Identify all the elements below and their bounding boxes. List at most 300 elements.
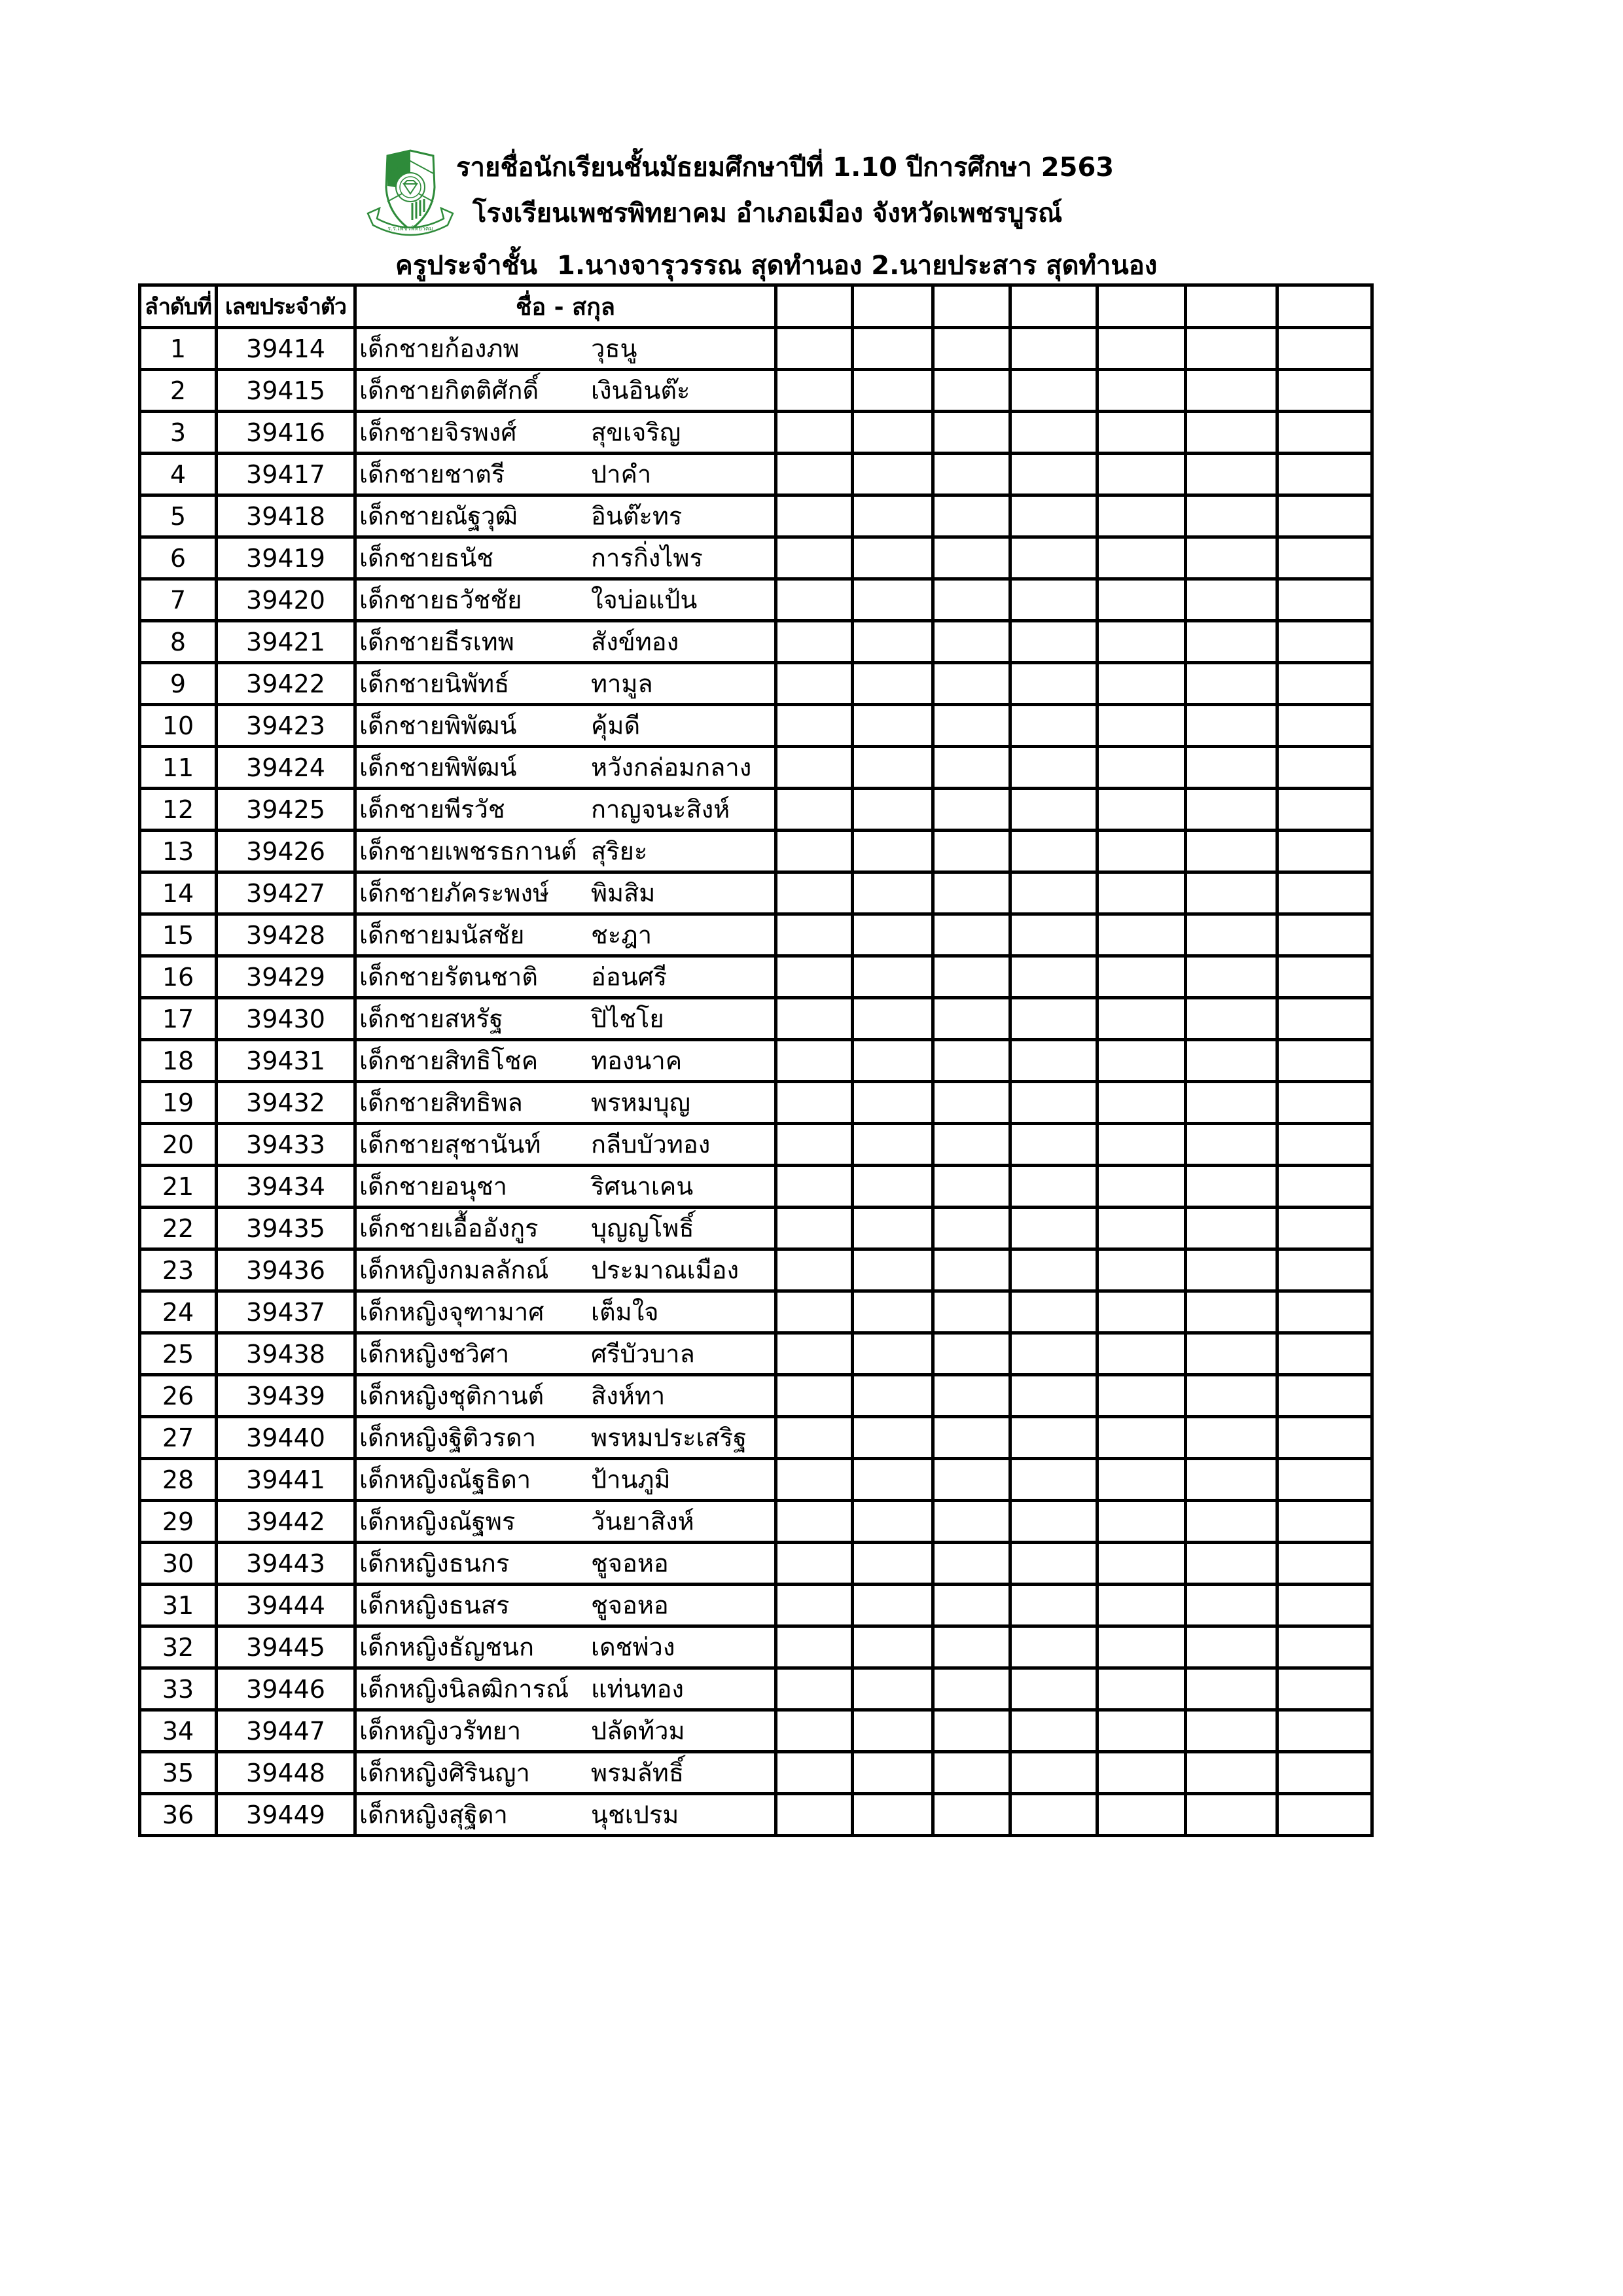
- blank-cell: [776, 1417, 853, 1459]
- table-row: [140, 495, 1372, 537]
- student-id: 39436: [217, 1249, 355, 1291]
- blank-cell: [853, 831, 933, 872]
- blank-cell: [776, 1752, 853, 1794]
- table-row: [140, 1543, 1372, 1585]
- student-name: [355, 956, 776, 998]
- table-row: [140, 537, 1372, 579]
- student-first-name: เด็กหญิงสุฐิดา: [359, 1799, 508, 1829]
- student-last-name: การกิ่งไพร: [591, 543, 703, 572]
- blank-cell: [853, 1585, 933, 1626]
- student-name: [355, 1040, 776, 1082]
- blank-cell: [1010, 1166, 1097, 1208]
- student-name: [355, 872, 776, 914]
- blank-cell: [776, 579, 853, 621]
- school-logo: [361, 148, 459, 243]
- student-name: [355, 1166, 776, 1208]
- blank-cell: [853, 747, 933, 789]
- table-row: [140, 1710, 1372, 1752]
- blank-cell: [1010, 1543, 1097, 1585]
- student-last-name: อินต๊ะทร: [591, 501, 683, 530]
- blank-cell: [1010, 1585, 1097, 1626]
- blank-cell: [1097, 956, 1186, 998]
- student-name: [355, 1668, 776, 1710]
- blank-cell: [1277, 705, 1372, 747]
- student-first-name: เด็กหญิงศิรินญา: [359, 1757, 530, 1787]
- blank-cell: [1277, 663, 1372, 705]
- blank-cell: [853, 1124, 933, 1166]
- student-first-name: เด็กชายณัฐวุฒิ: [359, 501, 518, 530]
- blank-cell: [1186, 663, 1277, 705]
- column-header-number: ลำดับที่: [140, 285, 217, 328]
- row-number: 30: [140, 1543, 217, 1585]
- blank-cell: [776, 370, 853, 412]
- blank-cell: [1010, 495, 1097, 537]
- blank-cell: [853, 1543, 933, 1585]
- table-row: [140, 328, 1372, 370]
- blank-cell: [1277, 328, 1372, 370]
- student-first-name: เด็กหญิงธัญชนก: [359, 1632, 535, 1661]
- blank-cell: [1097, 872, 1186, 914]
- table-row: [140, 1501, 1372, 1543]
- table-row: [140, 1459, 1372, 1501]
- blank-cell: [853, 1459, 933, 1501]
- blank-cell: [1010, 1124, 1097, 1166]
- blank-cell: [1010, 1082, 1097, 1124]
- title-line-1: รายชื่อนักเรียนชั้นมัธยมศึกษาปีที่ 1.10 ปีการศึกษา 2563: [456, 152, 1115, 183]
- blank-cell: [776, 1543, 853, 1585]
- blank-cell: [1097, 1375, 1186, 1417]
- blank-cell: [776, 956, 853, 998]
- student-name: [355, 579, 776, 621]
- student-last-name: สังข์ทอง: [591, 626, 679, 656]
- student-name: [355, 1459, 776, 1501]
- student-name: [355, 747, 776, 789]
- table-row: [140, 789, 1372, 831]
- blank-cell: [776, 412, 853, 454]
- student-name: [355, 621, 776, 663]
- table-row: [140, 998, 1372, 1040]
- blank-cell: [853, 1082, 933, 1124]
- blank-cell: [1097, 579, 1186, 621]
- student-id: 39416: [217, 412, 355, 454]
- blank-cell: [776, 1626, 853, 1668]
- student-last-name: พรหมบุญ: [591, 1087, 691, 1117]
- row-number: 36: [140, 1794, 217, 1836]
- blank-cell: [1010, 328, 1097, 370]
- student-name: [355, 328, 776, 370]
- student-last-name: ใจบ่อแป้น: [591, 584, 698, 614]
- student-name: [355, 1208, 776, 1249]
- row-number: 5: [140, 495, 217, 537]
- homeroom-label: ครูประจำชั้น: [395, 251, 537, 281]
- blank-cell: [1097, 454, 1186, 495]
- blank-cell: [1277, 914, 1372, 956]
- student-last-name: ชูจอหอ: [591, 1590, 669, 1619]
- student-first-name: เด็กชายพิพัฒน์: [359, 752, 517, 781]
- blank-cell: [1186, 1710, 1277, 1752]
- blank-cell: [1010, 663, 1097, 705]
- blank-cell: [933, 1375, 1010, 1417]
- row-number: 21: [140, 1166, 217, 1208]
- student-last-name: เต็มใจ: [591, 1297, 659, 1326]
- blank-cell: [776, 747, 853, 789]
- student-name: [355, 495, 776, 537]
- student-name: [355, 1626, 776, 1668]
- blank-cell: [933, 1040, 1010, 1082]
- student-id: 39417: [217, 454, 355, 495]
- blank-cell: [1097, 1124, 1186, 1166]
- blank-cell: [1277, 1501, 1372, 1543]
- student-last-name: ประมาณเมือง: [591, 1255, 739, 1284]
- blank-cell: [1277, 1040, 1372, 1082]
- student-id: 39423: [217, 705, 355, 747]
- blank-cell: [1010, 1417, 1097, 1459]
- row-number: 9: [140, 663, 217, 705]
- blank-cell: [1186, 914, 1277, 956]
- blank-cell: [933, 454, 1010, 495]
- student-name: [355, 789, 776, 831]
- blank-cell: [853, 1166, 933, 1208]
- blank-cell: [853, 537, 933, 579]
- blank-cell: [933, 1543, 1010, 1585]
- table-row: [140, 1333, 1372, 1375]
- blank-cell: [1010, 831, 1097, 872]
- blank-cell: [933, 1626, 1010, 1668]
- student-last-name: กลีบบัวทอง: [591, 1129, 711, 1158]
- blank-cell: [853, 370, 933, 412]
- blank-cell: [1186, 621, 1277, 663]
- student-last-name: พิมสิม: [591, 878, 656, 907]
- blank-cell: [1277, 495, 1372, 537]
- blank-cell: [1097, 1166, 1186, 1208]
- blank-cell: [933, 1249, 1010, 1291]
- student-last-name: กาญจนะสิงห์: [591, 794, 730, 823]
- table-row: [140, 1375, 1372, 1417]
- table-row: [140, 1626, 1372, 1668]
- blank-cell: [933, 1417, 1010, 1459]
- homeroom-teachers: 1.นางจารุวรรณ สุดทำนอง 2.นายประสาร สุดทำนอง: [557, 251, 1158, 281]
- blank-cell: [933, 1668, 1010, 1710]
- student-name: [355, 1333, 776, 1375]
- row-number: 1: [140, 328, 217, 370]
- row-number: 14: [140, 872, 217, 914]
- blank-cell: [776, 495, 853, 537]
- blank-cell: [1186, 1333, 1277, 1375]
- student-id: 39419: [217, 537, 355, 579]
- row-number: 2: [140, 370, 217, 412]
- row-number: 3: [140, 412, 217, 454]
- blank-cell: [1010, 370, 1097, 412]
- blank-cell: [1277, 1710, 1372, 1752]
- blank-cell: [1097, 495, 1186, 537]
- blank-cell: [1186, 1040, 1277, 1082]
- student-id: 39438: [217, 1333, 355, 1375]
- blank-cell: [933, 1459, 1010, 1501]
- student-first-name: เด็กหญิงณัฐธิดา: [359, 1464, 531, 1494]
- blank-cell: [853, 998, 933, 1040]
- blank-cell: [1186, 1459, 1277, 1501]
- blank-cell: [1186, 1417, 1277, 1459]
- blank-cell: [853, 914, 933, 956]
- blank-cell: [1097, 1543, 1186, 1585]
- blank-cell: [1010, 872, 1097, 914]
- student-id: 39431: [217, 1040, 355, 1082]
- student-last-name: ปิไชโย: [591, 1003, 664, 1033]
- table-row: [140, 1082, 1372, 1124]
- blank-cell: [776, 1501, 853, 1543]
- student-name: [355, 412, 776, 454]
- blank-cell: [1186, 1082, 1277, 1124]
- blank-cell: [1186, 1794, 1277, 1836]
- student-first-name: เด็กชายสุชานันท์: [359, 1129, 541, 1158]
- table-row: [140, 1794, 1372, 1836]
- blank-cell: [1277, 956, 1372, 998]
- blank-cell: [933, 1501, 1010, 1543]
- table-row: [140, 1668, 1372, 1710]
- blank-cell: [853, 1501, 933, 1543]
- blank-cell: [1097, 705, 1186, 747]
- student-first-name: เด็กชายสิทธิโชค: [359, 1045, 539, 1075]
- student-last-name: นุชเปรม: [591, 1799, 679, 1829]
- table-body: [140, 328, 1372, 1836]
- table-header-row: [140, 285, 1372, 328]
- row-number: 12: [140, 789, 217, 831]
- table-row: [140, 1208, 1372, 1249]
- student-id: 39430: [217, 998, 355, 1040]
- blank-cell: [933, 621, 1010, 663]
- blank-cell: [1097, 1794, 1186, 1836]
- blank-cell: [1097, 831, 1186, 872]
- column-header-blank: [1186, 285, 1277, 328]
- row-number: 8: [140, 621, 217, 663]
- student-first-name: เด็กหญิงกมลลักณ์: [359, 1255, 549, 1284]
- blank-cell: [1186, 370, 1277, 412]
- table-row: [140, 412, 1372, 454]
- student-id: 39414: [217, 328, 355, 370]
- blank-cell: [776, 872, 853, 914]
- table-row: [140, 705, 1372, 747]
- blank-cell: [853, 454, 933, 495]
- blank-cell: [1277, 537, 1372, 579]
- student-name: [355, 663, 776, 705]
- blank-cell: [853, 1249, 933, 1291]
- blank-cell: [1097, 1208, 1186, 1249]
- blank-cell: [853, 1668, 933, 1710]
- table-row: [140, 1417, 1372, 1459]
- student-list-table: [138, 283, 1374, 1837]
- blank-cell: [1277, 1124, 1372, 1166]
- student-last-name: หวังกล่อมกลาง: [591, 752, 752, 781]
- row-number: 28: [140, 1459, 217, 1501]
- blank-cell: [933, 872, 1010, 914]
- blank-cell: [1186, 1668, 1277, 1710]
- blank-cell: [1277, 1794, 1372, 1836]
- blank-cell: [933, 1710, 1010, 1752]
- student-last-name: บุญญโพธิ์: [591, 1213, 694, 1242]
- blank-cell: [776, 1124, 853, 1166]
- table-row: [140, 663, 1372, 705]
- blank-cell: [776, 789, 853, 831]
- blank-cell: [933, 914, 1010, 956]
- blank-cell: [1277, 621, 1372, 663]
- row-number: 15: [140, 914, 217, 956]
- blank-cell: [1010, 998, 1097, 1040]
- table-row: [140, 579, 1372, 621]
- student-last-name: ริศนาเคน: [591, 1171, 694, 1200]
- blank-cell: [1010, 1333, 1097, 1375]
- blank-cell: [776, 328, 853, 370]
- blank-cell: [1186, 1208, 1277, 1249]
- student-name: [355, 998, 776, 1040]
- blank-cell: [1097, 747, 1186, 789]
- student-name: [355, 1249, 776, 1291]
- blank-cell: [1277, 1082, 1372, 1124]
- blank-cell: [1186, 1166, 1277, 1208]
- student-first-name: เด็กหญิงฐิติวรดา: [359, 1422, 537, 1452]
- row-number: 10: [140, 705, 217, 747]
- row-number: 31: [140, 1585, 217, 1626]
- blank-cell: [1010, 1752, 1097, 1794]
- blank-cell: [776, 1040, 853, 1082]
- blank-cell: [933, 1794, 1010, 1836]
- blank-cell: [776, 1668, 853, 1710]
- student-id: 39439: [217, 1375, 355, 1417]
- column-header-blank: [1010, 285, 1097, 328]
- blank-cell: [1277, 747, 1372, 789]
- student-name: [355, 370, 776, 412]
- blank-cell: [1010, 1459, 1097, 1501]
- blank-cell: [776, 1585, 853, 1626]
- student-first-name: เด็กหญิงชวิศา: [359, 1338, 510, 1368]
- blank-cell: [1097, 998, 1186, 1040]
- column-header-blank: [1277, 285, 1372, 328]
- student-first-name: เด็กชายเพชรธกานต์: [359, 836, 577, 865]
- blank-cell: [1277, 579, 1372, 621]
- blank-cell: [853, 1040, 933, 1082]
- blank-cell: [1186, 956, 1277, 998]
- blank-cell: [776, 1082, 853, 1124]
- blank-cell: [1186, 998, 1277, 1040]
- blank-cell: [933, 1124, 1010, 1166]
- blank-cell: [1010, 747, 1097, 789]
- blank-cell: [776, 454, 853, 495]
- blank-cell: [933, 789, 1010, 831]
- blank-cell: [1010, 1626, 1097, 1668]
- blank-cell: [1186, 1543, 1277, 1585]
- blank-cell: [1277, 1375, 1372, 1417]
- student-first-name: เด็กชายธวัชชัย: [359, 584, 522, 614]
- blank-cell: [1277, 998, 1372, 1040]
- blank-cell: [933, 1291, 1010, 1333]
- row-number: 22: [140, 1208, 217, 1249]
- blank-cell: [853, 1333, 933, 1375]
- student-id: 39425: [217, 789, 355, 831]
- blank-cell: [1097, 621, 1186, 663]
- blank-cell: [853, 621, 933, 663]
- student-first-name: เด็กชายรัตนชาติ: [359, 961, 538, 991]
- student-first-name: เด็กชายจิรพงศ์: [359, 417, 517, 446]
- blank-cell: [853, 872, 933, 914]
- student-first-name: เด็กหญิงชุติกานต์: [359, 1380, 544, 1410]
- row-number: 4: [140, 454, 217, 495]
- student-first-name: เด็กชายภัคระพงษ์: [359, 878, 550, 907]
- blank-cell: [1010, 1710, 1097, 1752]
- column-header-blank: [776, 285, 853, 328]
- blank-cell: [776, 621, 853, 663]
- blank-cell: [1010, 1794, 1097, 1836]
- student-first-name: เด็กชายพีรวัช: [359, 794, 505, 823]
- blank-cell: [1277, 1249, 1372, 1291]
- school-crest-icon: [361, 148, 459, 243]
- blank-cell: [1186, 747, 1277, 789]
- blank-cell: [1010, 1501, 1097, 1543]
- blank-cell: [933, 1585, 1010, 1626]
- student-id: 39446: [217, 1668, 355, 1710]
- student-id: 39449: [217, 1794, 355, 1836]
- student-name: [355, 1794, 776, 1836]
- student-last-name: ชะฎา: [591, 920, 652, 949]
- row-number: 20: [140, 1124, 217, 1166]
- blank-cell: [853, 956, 933, 998]
- student-first-name: เด็กชายนิพัทธ์: [359, 668, 510, 698]
- student-id: 39437: [217, 1291, 355, 1333]
- blank-cell: [1186, 1375, 1277, 1417]
- blank-cell: [933, 537, 1010, 579]
- blank-cell: [933, 370, 1010, 412]
- blank-cell: [1010, 537, 1097, 579]
- blank-cell: [1097, 412, 1186, 454]
- student-id: 39433: [217, 1124, 355, 1166]
- row-number: 32: [140, 1626, 217, 1668]
- blank-cell: [1186, 454, 1277, 495]
- blank-cell: [1186, 1124, 1277, 1166]
- blank-cell: [1010, 1208, 1097, 1249]
- student-id: 39420: [217, 579, 355, 621]
- blank-cell: [933, 412, 1010, 454]
- blank-cell: [1097, 1417, 1186, 1459]
- blank-cell: [1097, 1082, 1186, 1124]
- blank-cell: [1277, 1459, 1372, 1501]
- blank-cell: [776, 537, 853, 579]
- student-last-name: ทองนาค: [591, 1045, 683, 1075]
- blank-cell: [1010, 789, 1097, 831]
- column-header-blank: [853, 285, 933, 328]
- blank-cell: [853, 1208, 933, 1249]
- blank-cell: [1097, 914, 1186, 956]
- student-last-name: ปลัดท้วม: [591, 1715, 685, 1745]
- student-name: [355, 705, 776, 747]
- student-name: [355, 1082, 776, 1124]
- student-id: 39421: [217, 621, 355, 663]
- student-id: 39445: [217, 1626, 355, 1668]
- student-id: 39424: [217, 747, 355, 789]
- blank-cell: [1277, 831, 1372, 872]
- blank-cell: [1186, 495, 1277, 537]
- student-first-name: เด็กชายธนัช: [359, 543, 494, 572]
- blank-cell: [776, 1459, 853, 1501]
- blank-cell: [1097, 1626, 1186, 1668]
- blank-cell: [1277, 1752, 1372, 1794]
- blank-cell: [1186, 705, 1277, 747]
- blank-cell: [1277, 1333, 1372, 1375]
- blank-cell: [776, 1710, 853, 1752]
- student-name: [355, 537, 776, 579]
- table-row: [140, 914, 1372, 956]
- blank-cell: [1277, 789, 1372, 831]
- student-last-name: สุขเจริญ: [591, 417, 681, 446]
- student-first-name: เด็กชายเอื้ออังกูร: [359, 1213, 539, 1242]
- column-header-blank: [1097, 285, 1186, 328]
